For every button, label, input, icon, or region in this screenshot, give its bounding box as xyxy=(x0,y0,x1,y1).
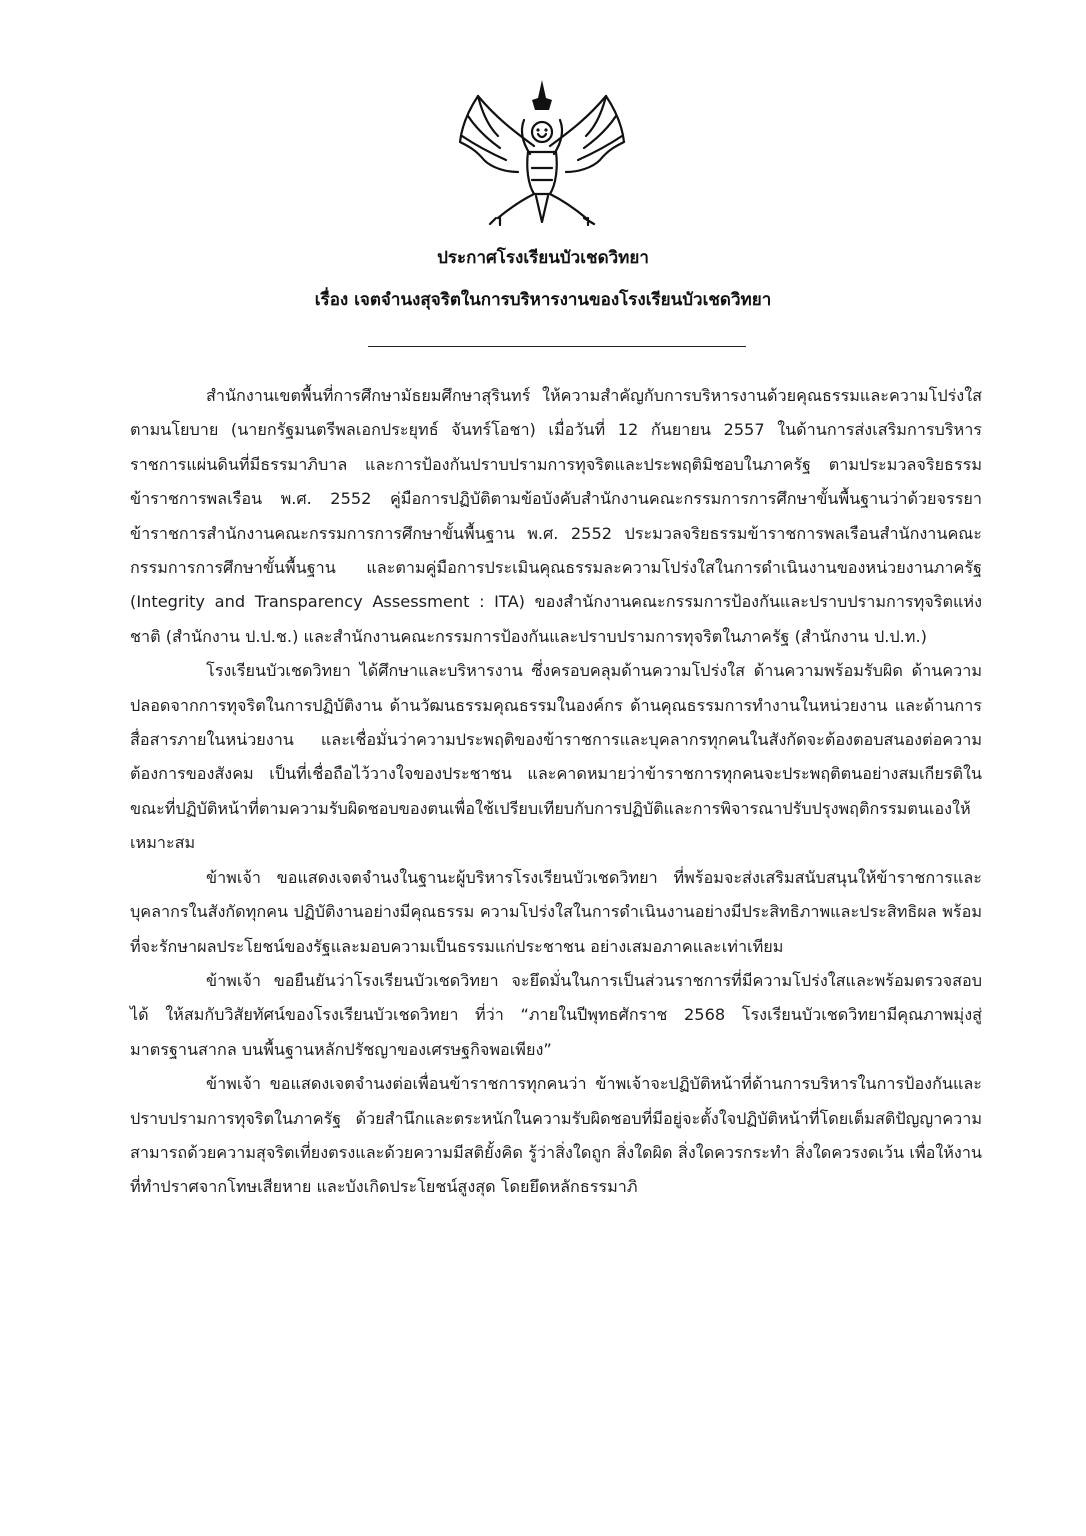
document-subject: เรื่อง เจตจำนงสุจริตในการบริหารงานของโรงเรียนบัวเชดวิทยา xyxy=(314,290,772,310)
garuda-emblem-icon xyxy=(448,76,636,226)
paragraph: โรงเรียนบัวเชดวิทยา ได้ศึกษาและบริหารงาน ซึ่งครอบคลุมด้านความโปร่งใส ด้านความพร้อมรับผิด ด้านความปลอดจากการทุจริตในการปฏิบัติงาน ด้านวัฒนธรรมคุณธรรมในองค์กร ด้านคุณธรรมการทำงานในหน่วยงาน และด้านการสื่อสารภายในหน่วยงาน และเชื่อมั่นว่าความประพฤติของข้าราชการและบุคลากรทุกคนในสังกัดจะต้องตอบสนองต่อความต้องการของสังคม เป็นที่เชื่อถือไว้วางใจของประชาชน และคาดหมายว่าข้าราชการทุกคนจะประพฤติตนอย่างสมเกียรติในขณะที่ปฏิบัติหน้าที่ตามความรับผิดชอบของตนเพื่อใช้เปรียบเทียบกับการปฏิบัติและการพิจารณาปรับปรุงพฤติกรรมตนเองให้เหมาะสม xyxy=(130,661,982,853)
paragraph: สำนักงานเขตพื้นที่การศึกษามัธยมศึกษาสุรินทร์ ให้ความสำคัญกับการบริหารงานด้วยคุณธรรมและความโปร่งใส ตามนโยบาย (นายกรัฐมนตรีพลเอกประยุทธ์ จันทร์โอชา) เมื่อวันที่ 12 กันยายน 2557 ในด้านการส่งเสริมการบริหารราชการแผ่นดินที่มีธรรมาภิบาล และการป้องกันปราบปรามการทุจริตและประพฤติมิชอบในภาครัฐ ตามประมวลจริยธรรมข้าราชการพลเรือน พ.ศ. 2552 คู่มือการปฏิบัติตามข้อบังคับสำนักงานคณะกรรมการการศึกษาขั้นพื้นฐานว่าด้วยจรรยาข้าราชการสำนักงานคณะกรรมการการศึกษาขั้นพื้นฐาน พ.ศ. 2552 ประมวลจริยธรรมข้าราชการพลเรือนสำนักงานคณะกรรมการการศึกษาขั้นพื้นฐาน และตามคู่มือการประเมินคุณธรรมละความโปร่งใสในการดำเนินงานของหน่วยงานภาครัฐ (Integrity and Transparency Assessment : ITA) ของสำนักงานคณะกรรมการป้องกันและปราบปรามการทุจริตแห่งชาติ (สำนักงาน ป.ป.ช.) และสำนักงานคณะกรรมการป้องกันและปราบปรามการทุจริตในภาครัฐ (สำนักงาน ป.ป.ท.) xyxy=(130,386,982,646)
title-divider xyxy=(368,346,746,347)
document-body xyxy=(130,379,982,1205)
paragraph: ข้าพเจ้า ขอแสดงเจตจำนงในฐานะผู้บริหารโรงเรียนบัวเชดวิทยา ที่พร้อมจะส่งเสริมสนับสนุนให้ข้าราชการและบุคลากรในสังกัดทุกคน ปฏิบัติงานอย่างมีคุณธรรม ความโปร่งใสในการดำเนินงานอย่างมีประสิทธิภาพและประสิทธิผล พร้อมที่จะรักษาผลประโยชน์ของรัฐและมอบความเป็นธรรมแก่ประชาชน อย่างเสมอภาคและเท่าเทียม xyxy=(130,867,982,956)
paragraph: ข้าพเจ้า ขอยืนยันว่าโรงเรียนบัวเชดวิทยา จะยึดมั่นในการเป็นส่วนราชการที่มีความโปร่งใสและพร้อมตรวจสอบได้ ให้สมกับวิสัยทัศน์ของโรงเรียนบัวเชดวิทยา ที่ว่า “ภายในปีพุทธศักราช 2568 โรงเรียนบัวเชดวิทยามีคุณภาพมุ่งสู่มาตรฐานสากล บนพื้นฐานหลักปรัชญาของเศรษฐกิจพอเพียง” xyxy=(130,970,982,1059)
paragraph: ข้าพเจ้า ขอแสดงเจตจำนงต่อเพื่อนข้าราชการทุกคนว่า ข้าพเจ้าจะปฏิบัติหน้าที่ด้านการบริหารในการป้องกันและปราบปรามการทุจริตในภาครัฐ ด้วยสำนึกและตระหนักในความรับผิดชอบที่มีอยู่จะตั้งใจปฏิบัติหน้าที่โดยเต็มสติปัญญาความสามารถด้วยความสุจริตเที่ยงตรงและด้วยความมีสติยั้งคิด รู้ว่าสิ่งใดถูก สิ่งใดผิด สิ่งใดควรกระทำ สิ่งใดควรงดเว้น เพื่อให้งานที่ทำปราศจากโทษเสียหาย และบังเกิดประโยชน์สูงสุด โดยยึดหลักธรรมาภิ xyxy=(130,1074,982,1197)
document-title: ประกาศโรงเรียนบัวเชดวิทยา xyxy=(437,248,649,268)
